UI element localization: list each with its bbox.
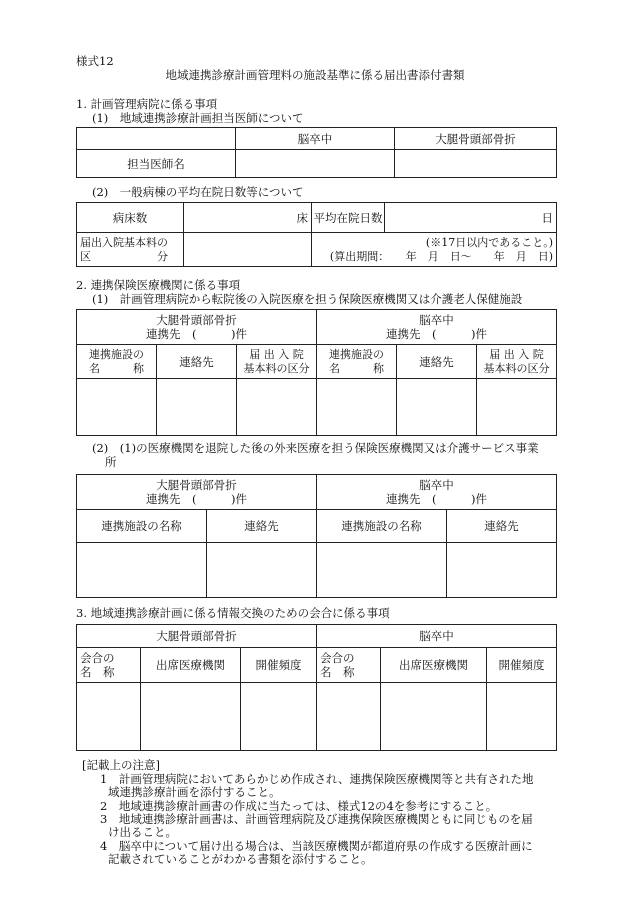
hip-fracture-group (77, 310, 317, 345)
hip-facility-name-field[interactable] (77, 379, 157, 436)
fee-class-header-line-1: 届 出 入 院 (489, 347, 544, 361)
fee-class-header-line-2: 基本料の区分 (243, 361, 310, 375)
note-4-line-2: 記載されていることがわかる書類を添付すること。 (108, 852, 373, 866)
hip-partner-count: 連携先 ( )件 (146, 492, 247, 506)
average-stay-table (76, 202, 557, 267)
bed-unit: 床 (296, 210, 308, 225)
meeting-table (76, 624, 557, 751)
hip-fracture-header: 大腿骨頭部骨折 (156, 313, 237, 327)
form-number: 様式12 (76, 54, 114, 68)
avg-stay-label: 平均在院日数 (312, 203, 385, 233)
stroke-contact-field[interactable] (447, 543, 557, 598)
facility-name-header (317, 345, 397, 379)
section-1-heading: 1. 計画管理病院に係る事項 (76, 97, 218, 111)
admission-fee-label-line-1: 届出入院基本料の (80, 235, 168, 249)
transfer-facility-table (76, 309, 557, 436)
stroke-header: 脳卒中 (419, 478, 454, 492)
stroke-header: 脳卒中 (236, 128, 395, 150)
note-1-line-2: 域連携診療計画を添付すること。 (108, 785, 281, 799)
contact-header: 連絡先 (207, 510, 317, 543)
hip-facility-name-field[interactable] (77, 543, 207, 598)
admission-note-line-1: (※17日以内であること。) (425, 235, 553, 249)
hip-fracture-group (77, 475, 317, 510)
note-4-line-1: 4 脳卒中について届け出る場合は、当該医療機関が都道府県の作成する医療計画に (100, 839, 533, 853)
facility-name-header: 連携施設の名称 (317, 510, 447, 543)
stroke-header: 脳卒中 (317, 625, 557, 648)
attending-doctor-table (76, 127, 557, 178)
note-3-line-1: 3 地域連携診療計画書は、計画管理病院及び連携保険医療機関ともに同じものを届 (100, 812, 533, 826)
stroke-doctor-name-field[interactable] (236, 150, 395, 178)
stroke-header: 脳卒中 (419, 313, 454, 327)
note-2: 2 地域連携診療計画書の作成に当たっては、様式12の4を参考にすること。 (100, 799, 498, 813)
admission-note-line-2: (算出期間： 年 月 日～ 年 月 日) (329, 249, 553, 263)
section-3-heading: 3. 地域連携診療計画に係る情報交換のための会合に係る事項 (76, 606, 390, 620)
hip-fracture-header: 大腿骨頭部骨折 (156, 478, 237, 492)
meeting-name-header-line-1: 会合の (320, 651, 355, 665)
hip-institutions-field[interactable] (141, 683, 241, 751)
stroke-fee-class-field[interactable] (477, 379, 557, 436)
hip-meeting-name-field[interactable] (77, 683, 141, 751)
meeting-name-header-line-2: 名 称 (320, 665, 355, 679)
section-2-heading: 2. 連携保険医療機関に係る事項 (76, 278, 241, 292)
meeting-name-header (317, 648, 381, 683)
facility-name-header-line-1: 連携施設の (329, 347, 385, 361)
page-title: 地域連携診療計画管理料の施設基準に係る届出書添付書類 (165, 68, 465, 82)
section-2-sub-2-cont: 所 (105, 455, 117, 469)
stroke-partner-count: 連携先 ( )件 (386, 492, 488, 506)
contact-header: 連絡先 (157, 345, 237, 379)
stroke-contact-field[interactable] (397, 379, 477, 436)
fee-class-header-line-1: 届 出 入 院 (249, 347, 304, 361)
hip-frequency-field[interactable] (241, 683, 317, 751)
hip-partner-count: 連携先 ( )件 (146, 327, 247, 341)
bed-count-field[interactable] (184, 203, 312, 233)
fee-class-header-line-2: 基本料の区分 (483, 361, 550, 375)
facility-name-header (77, 345, 157, 379)
stroke-group (317, 310, 557, 345)
facility-name-header-line-2: 名 称 (329, 361, 385, 375)
bed-count-label: 病床数 (77, 203, 184, 233)
admission-note (312, 233, 557, 267)
section-2-sub-1: (1) 計画管理病院から転院後の入院医療を担う保険医療機関又は介護老人保健施設 (92, 292, 523, 306)
outpatient-facility-table (76, 474, 557, 598)
fee-class-header (477, 345, 557, 379)
notes-heading: [記載上の注意] (82, 758, 160, 772)
fee-class-header (237, 345, 317, 379)
stroke-institutions-field[interactable] (381, 683, 487, 751)
admission-fee-field[interactable] (184, 233, 312, 267)
frequency-header: 開催頻度 (487, 648, 557, 683)
frequency-header: 開催頻度 (241, 648, 317, 683)
contact-header: 連絡先 (397, 345, 477, 379)
hip-fracture-header: 大腿骨頭部骨折 (77, 625, 317, 648)
stroke-partner-count: 連携先 ( )件 (386, 327, 488, 341)
note-1-line-1: 1 計画管理病院においてあらかじめ作成され、連携保険医療機関等と共有された地 (100, 772, 534, 786)
admission-fee-label-line-2: 区 分 (80, 249, 168, 263)
day-unit: 日 (541, 210, 553, 225)
attending-institutions-header: 出席医療機関 (141, 648, 241, 683)
section-2-sub-2: (2) (1)の医療機関を退院した後の外来医療を担う保険医療機関又は介護サービス事業 (92, 441, 539, 455)
attending-institutions-header: 出席医療機関 (381, 648, 487, 683)
meeting-name-header-line-1: 会合の (80, 651, 115, 665)
stroke-group (317, 475, 557, 510)
meeting-name-header (77, 648, 141, 683)
blank-cell (77, 128, 236, 150)
avg-stay-field[interactable] (385, 203, 557, 233)
stroke-meeting-name-field[interactable] (317, 683, 381, 751)
meeting-name-header-line-2: 名 称 (80, 665, 115, 679)
hip-fee-class-field[interactable] (237, 379, 317, 436)
facility-name-header-line-2: 名 称 (89, 361, 144, 375)
hip-contact-field[interactable] (157, 379, 237, 436)
hip-contact-field[interactable] (207, 543, 317, 598)
stroke-frequency-field[interactable] (487, 683, 557, 751)
section-1-sub-2: (2) 一般病棟の平均在院日数等について (92, 185, 304, 199)
note-3-line-2: け出ること。 (108, 825, 177, 839)
stroke-facility-name-field[interactable] (317, 379, 397, 436)
hip-doctor-name-field[interactable] (395, 150, 557, 178)
admission-fee-label (77, 233, 184, 267)
contact-header: 連絡先 (447, 510, 557, 543)
doctor-name-label: 担当医師名 (77, 150, 236, 178)
stroke-facility-name-field[interactable] (317, 543, 447, 598)
facility-name-header: 連携施設の名称 (77, 510, 207, 543)
hip-fracture-header: 大腿骨頭部骨折 (395, 128, 557, 150)
facility-name-header-line-1: 連携施設の (89, 347, 144, 361)
section-1-sub-1: (1) 地域連携診療計画担当医師について (92, 111, 304, 125)
